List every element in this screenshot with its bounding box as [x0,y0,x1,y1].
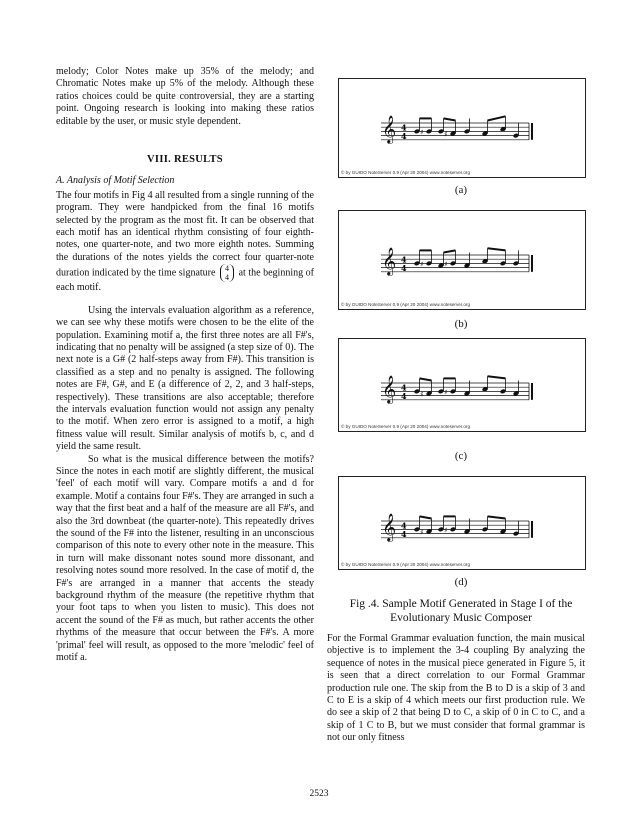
sharp-icon: ♯ [420,528,424,537]
sharp-icon: ♯ [444,260,448,269]
sharp-icon: ♯ [444,388,448,397]
note-beam [444,250,456,252]
time-signature-top: 4 [401,122,407,133]
note-beam [420,516,432,518]
sharp-icon: ♯ [444,526,448,535]
figure-panel-d [338,476,586,570]
paragraph-intervals: Using the intervals evaluation algorithm as a reference, we can see why these motifs were chosen to be the elite of the population. Examining motif a, the first three notes are all F#'s, indicating that no penalty will be assigned (a step size of 0). The next note is a G# (2 half-steps away from F#). This transition is classified as a step and no penalty is assigned. The following notes are F#, G#, and E (a difference of 2, 2, and 3 half-steps, respectively). These transitions are also acceptable; therefore the intervals evaluation function would not assign any penalty to the motif. When zero error is assigned to a motif, a high fitness value will result. Similar analysis of motifs b, c, and d yield the same result. [56,304,314,453]
paragraph-formal-grammar: For the Formal Grammar evaluation function, the main musical objective is to implement the 3-4 coupling By analyzing the sequence of notes in the musical piece generated in Figure 5, it is seen that a direct correlation to our Formal Grammar production rule one. The skip from the B to D is a skip of 3 and C to E is a skip of 4 which meets our first production rule. We do see a skip of 2 that being D to C, a skip of 0 in C to C, and a skip of 1 C to B, but we must consider that formal grammar is not our only fitness [327,633,585,744]
figure-panel-a [338,78,586,178]
treble-clef-icon: 𝄞 [382,375,397,403]
figure-label-a: (a) [454,184,468,196]
figure-panel-c [338,338,586,432]
figure-label-b: (b) [454,318,468,330]
figure-label-d: (d) [454,576,468,588]
figure-panel-b [338,210,586,310]
note-beam [444,118,456,120]
time-signature-bottom: 4 [401,391,407,401]
page-number: 2523 [309,789,329,799]
figure-caption-line2: Evolutionary Music Composer [390,612,532,624]
music-staff-a [339,79,585,177]
left-column [56,66,314,664]
music-staff-c [339,339,585,431]
time-signature-bottom: 4 [401,529,407,539]
time-signature-top: 4 [401,520,407,531]
figure-caption-line1: Fig .4. Sample Motif Generated in Stage I of the [349,598,573,610]
sharp-icon: ♯ [444,130,448,139]
section-heading: VIII. RESULTS [147,154,223,166]
treble-clef-icon: 𝄞 [382,115,397,143]
time-signature-top: 4 [401,382,407,393]
copyright-text: © by GUIDO NoteServer 0.9 (Apr 20 2004) www.noteserver.org [341,170,471,175]
paragraph-motif-selection-text: The four motifs in Fig 4 all resulted from a single running of the program. They were handpicked from the final 16 motifs selected by the program as the most fit. It can be observed that each motif has an identical rhythm consisting of four eighth-notes, one quarter-note, and two more eighth notes. Summing the durations of the notes yields the correct four quarter-note duration indicated by the time signature [56,189,314,279]
music-staff-d [339,477,585,569]
note-beam [420,378,432,380]
time-signature-inline [220,264,234,282]
time-signature-top: 4 [401,254,407,265]
treble-clef-icon: 𝄞 [382,513,397,541]
paragraph-motif-selection [56,190,314,295]
copyright-text: © by GUIDO NoteServer 0.9 (Apr 20 2004) www.noteserver.org [341,424,471,429]
figure-label-c: (c) [454,450,468,462]
time-signature-bottom: 4 [401,263,407,273]
music-staff-b [339,211,585,303]
time-signature-top: 4 [225,264,229,274]
right-column [327,633,585,745]
sharp-icon: ♯ [420,390,424,399]
time-signature-bottom: 4 [225,273,229,283]
copyright-text: © by GUIDO NoteServer 0.9 (Apr 20 2004) www.noteserver.org [341,302,471,307]
subsection-heading: A. Analysis of Motif Selection [56,175,175,187]
note-beam [488,516,506,518]
figure-caption [330,597,592,625]
copyright-text: © by GUIDO NoteServer 0.9 (Apr 20 2004) www.noteserver.org [341,562,471,567]
note-beam [488,248,506,250]
note-beam [488,116,506,120]
paragraph-motif-selection-end: at the beginning of each motif. [56,267,315,294]
sharp-icon: ♯ [420,260,424,269]
note-beam [488,376,506,378]
sharp-icon: ♯ [420,128,424,137]
paragraph-musical-difference: So what is the musical difference between the motifs? Since the notes in each motif are slightly different, the musical 'feel' of each motif will vary. Compare motifs a and d for example. Motif a contains four F#'s. They are arranged in such a way that the first beat and a half of the measure are all F#'s, and also the 3rd downbeat (the quarter-note). This repeatedly drives the sound of the F# into the listener, resulting in an unconscious comparison of this note to every other note in the measure. This in turn will make dissonant notes sound more dissonant, and resolving notes sound more resolved. In the case of motif d, the F#'s are arranged in a manner that accents the steady background rhythm of the measure (the repetitive rhythm that your foot taps to when you listen to music). This does not accent the sound of the F# as much, but rather accents the other rhythms of the measure that occur between the F#'s. A more 'primal' feel will result, as opposed to the more 'melodic' feel of motif a. [56,453,314,664]
time-signature-bottom: 4 [401,131,407,141]
intro-paragraph: melody; Color Notes make up 35% of the melody; and Chromatic Notes make up 5% of the melody. Although these ratios choices could be quite controversial, they are a starting point. Ongoing research is looking into making these ratios editable by the user, or music style dependent. [56,66,314,127]
treble-clef-icon: 𝄞 [382,247,397,275]
